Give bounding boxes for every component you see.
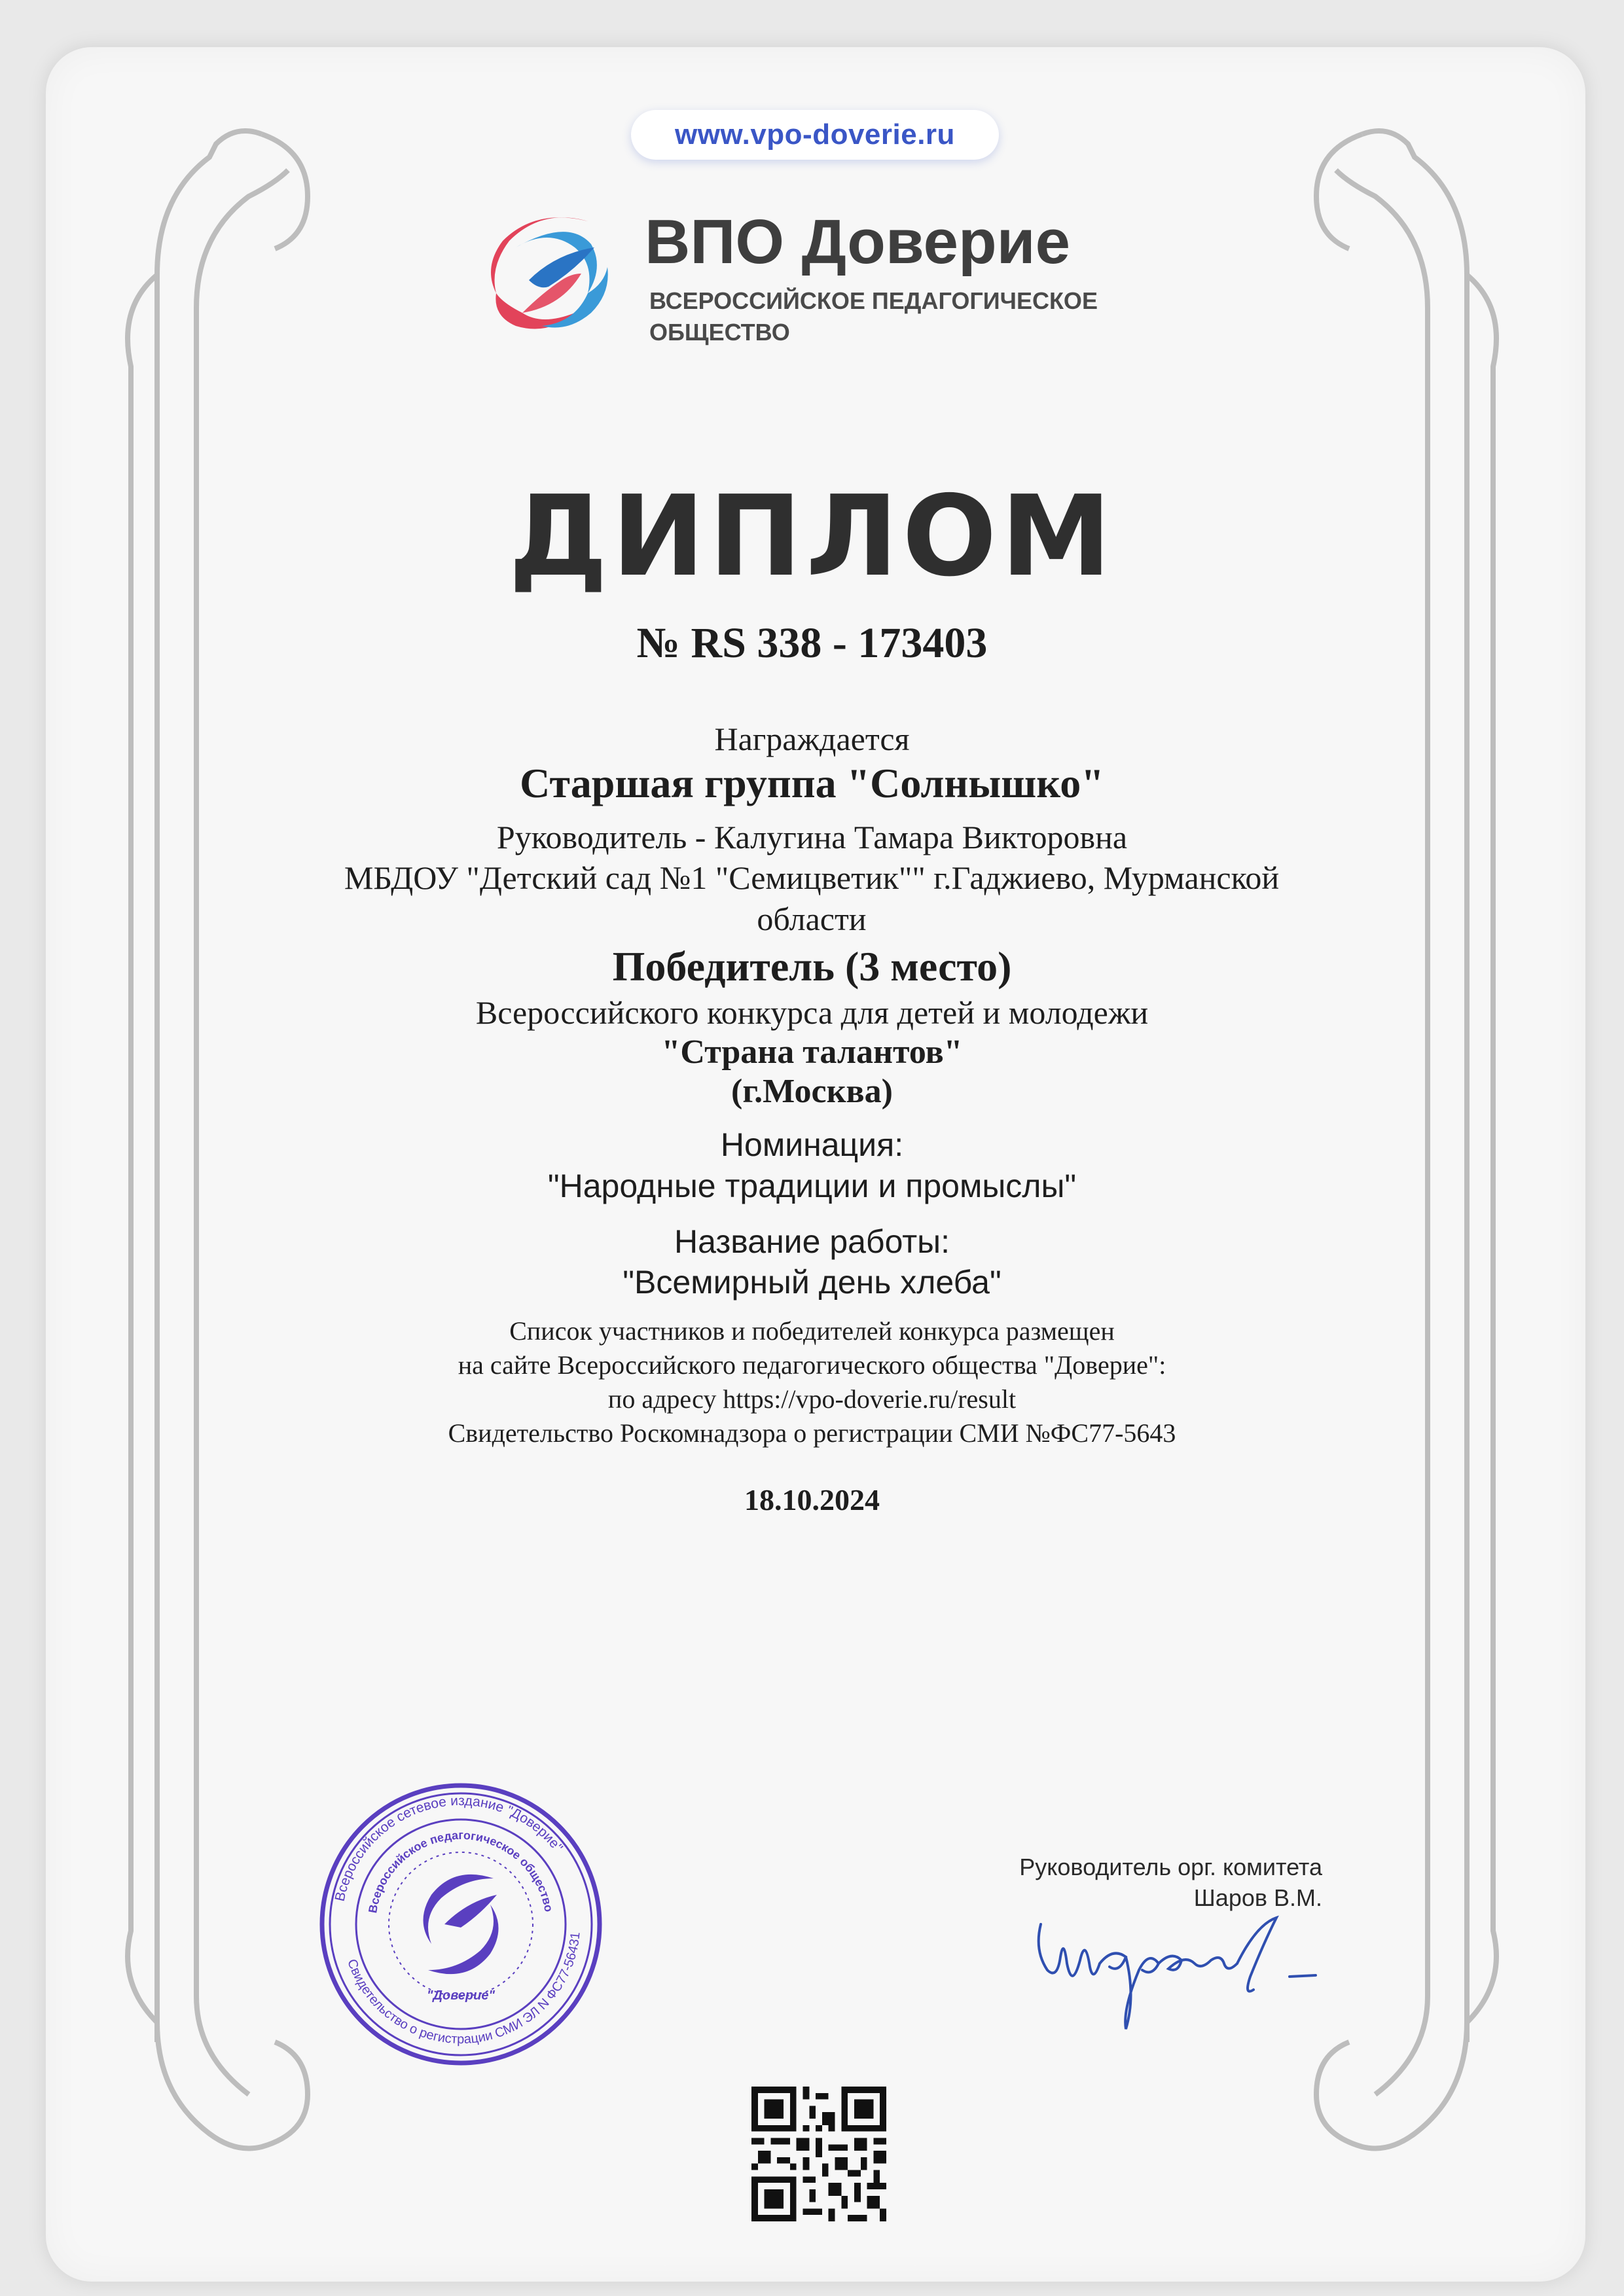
- handwritten-signature: [1028, 1898, 1335, 2049]
- signer-name: Шаров В.М.: [1193, 1884, 1322, 1911]
- stamp-center-text: "Доверие": [427, 1988, 495, 2003]
- contest-line: Всероссийского конкурса для детей и молодежи: [475, 994, 1149, 1031]
- nomination-value: "Народные традиции и промыслы": [547, 1168, 1077, 1204]
- official-stamp: [317, 1780, 605, 2068]
- website-link[interactable]: www.vpo-doverie.ru: [631, 110, 999, 160]
- info-line-2: на сайте Всероссийского педагогического общества "Доверие":: [458, 1350, 1166, 1380]
- stamp-inner-text: Всероссийское педагогическое общество: [366, 1828, 556, 1914]
- signer-role: Руководитель орг. комитета: [1019, 1854, 1322, 1880]
- svg-text:Всероссийское педагогическое о: [366, 1829, 555, 1914]
- info-line-4: Свидетельство Роскомнадзора о регистрации СМИ №ФС77-5643: [448, 1418, 1176, 1448]
- info-line-1: Список участников и победителей конкурса размещен: [509, 1316, 1115, 1346]
- organization-line: МБДОУ "Детский сад №1 "Семицветик"" г.Гаджиево, Мурманской области: [344, 859, 1280, 937]
- leader-line: Руководитель - Калугина Тамара Викторовна: [496, 819, 1128, 855]
- info-line-3: по адресу https://vpo-doverie.ru/result: [607, 1384, 1017, 1414]
- awarded-label: Награждается: [714, 721, 910, 757]
- contest-name: "Страна талантов": [661, 1033, 963, 1071]
- work-title: "Всемирный день хлеба": [623, 1264, 1001, 1300]
- qr-code-icon[interactable]: [751, 2087, 886, 2221]
- issue-date: 18.10.2024: [744, 1483, 880, 1516]
- work-label: Название работы:: [674, 1223, 950, 1260]
- nomination-label: Номинация:: [720, 1126, 904, 1163]
- info-block: [0, 1314, 1624, 1450]
- logo-subtitle: ВСЕРОССИЙСКОЕ ПЕДАГОГИЧЕСКОЕ ОБЩЕСТВО: [649, 287, 1098, 346]
- place-line: Победитель (3 место): [612, 943, 1012, 990]
- logo-hands-icon: [477, 208, 630, 339]
- diploma-title: ДИПЛОМ: [509, 472, 1115, 601]
- contest-city: (г.Москва): [731, 1073, 893, 1110]
- recipient-name: Старшая группа "Солнышко": [520, 760, 1104, 806]
- diploma-number: № RS 338 - 173403: [636, 619, 988, 667]
- stamp-outer-text-bottom: Свидетельство о регистрации СМИ ЭЛ N ФС77-56431: [344, 1931, 583, 2047]
- logo-title: ВПО Доверие: [645, 207, 1071, 277]
- stamp-outer-text: Всероссийское сетевое издание "Доверие": [332, 1793, 566, 1903]
